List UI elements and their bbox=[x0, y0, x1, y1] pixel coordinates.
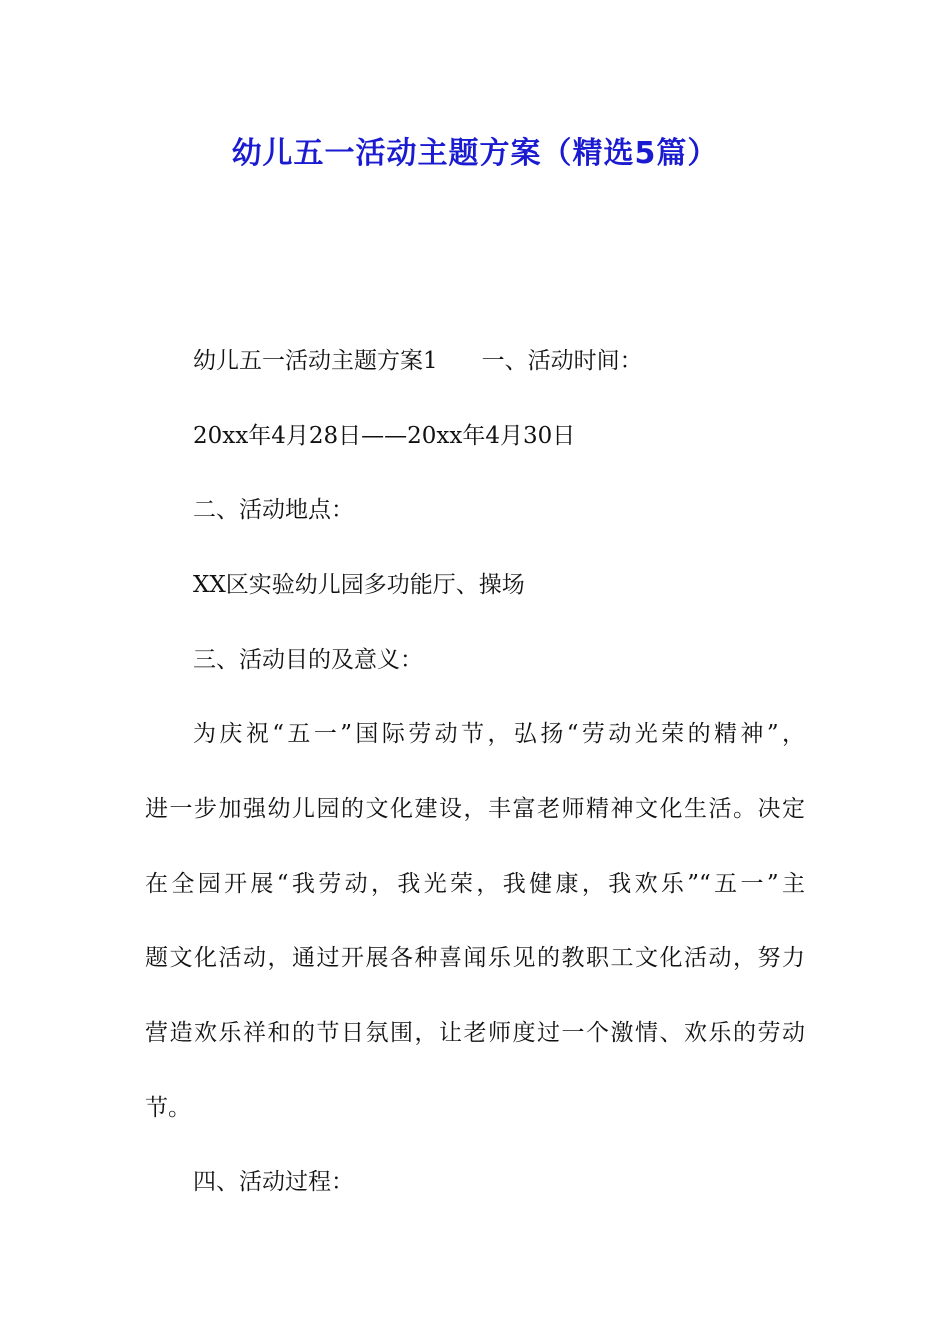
body-line: 题文化活动，通过开展各种喜闻乐见的教职工文化活动，努力 bbox=[145, 945, 805, 971]
document-title: 幼儿五一活动主题方案（精选5篇） bbox=[231, 136, 719, 171]
section1-heading: 一、活动时间： bbox=[481, 348, 643, 374]
body-line: 在全园开展“我劳动，我光荣，我健康，我欢乐”“五一”主 bbox=[145, 871, 805, 897]
heading-line bbox=[193, 346, 643, 376]
body-line: 营造欢乐祥和的节日氛围，让老师度过一个激情、欢乐的劳动 bbox=[145, 1020, 805, 1046]
section4-heading: 四、活动过程： bbox=[193, 1169, 354, 1195]
section2-value: XX区实验幼儿园多功能厅、操场 bbox=[193, 572, 525, 598]
section1-value: 20xx年4月28日——20xx年4月30日 bbox=[193, 423, 576, 449]
document-heading: 幼儿五一活动主题方案1 bbox=[193, 348, 438, 374]
body-line: 为庆祝“五一”国际劳动节，弘扬“劳动光荣的精神”， bbox=[193, 721, 805, 747]
body-line: 进一步加强幼儿园的文化建设，丰富老师精神文化生活。决定 bbox=[145, 796, 805, 822]
body-line: 节。 bbox=[145, 1095, 191, 1121]
section2-heading: 二、活动地点： bbox=[193, 497, 354, 523]
section3-heading: 三、活动目的及意义： bbox=[193, 647, 423, 673]
